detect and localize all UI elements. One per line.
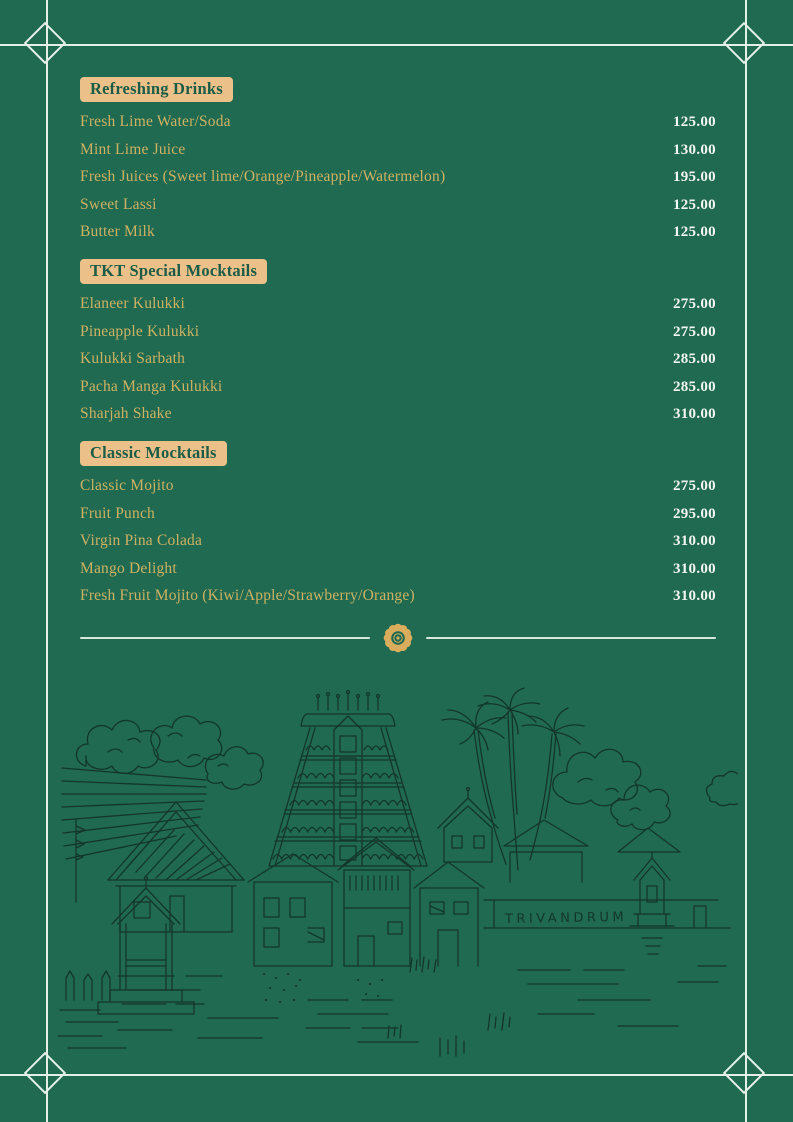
menu-item-row [80,401,716,428]
section-title-badge: Classic Mocktails [80,441,227,466]
reeds [410,957,436,972]
item-name: Virgin Pina Colada [80,532,203,550]
menu-item-row [80,473,716,500]
item-name: Fruit Punch [80,504,155,522]
item-name: Pacha Manga Kulukki [80,377,223,395]
tree-left [151,716,222,766]
item-price: 130.00 [672,141,716,158]
water-lines [518,966,726,1026]
water-lines [306,1000,418,1042]
item-name: Classic Mojito [80,477,174,495]
menu-item-row [80,318,716,345]
menu-item-row [80,219,716,246]
item-name: Pineapple Kulukki [80,322,200,340]
tree-right [611,785,670,830]
menu-section-tkt-special-mocktails [80,259,716,428]
item-name: Mango Delight [80,559,177,577]
item-name: Elaneer Kulukki [80,295,186,313]
palm-tree [442,702,506,750]
section-title-badge: TKT Special Mocktails [80,259,267,284]
menu-item-row [80,346,716,373]
palm-tree [522,708,584,756]
reeds [388,1025,401,1038]
item-price: 285.00 [672,351,716,368]
item-price: 275.00 [672,323,716,340]
frame-line-bottom [0,1074,793,1076]
menu-item-row [80,500,716,527]
item-price: 125.00 [672,224,716,241]
frame-line-right [745,0,747,1122]
flag-pole [76,820,85,902]
building [338,838,414,908]
menu-content [80,77,716,653]
item-price: 125.00 [672,114,716,131]
reeds [440,1036,464,1056]
item-name: Sharjah Shake [80,405,172,423]
menu-item-row [80,136,716,163]
menu-section-refreshing-drinks [80,77,716,246]
reeds [488,1013,510,1030]
dots [264,974,382,1002]
section-divider [80,623,716,653]
menu-item-row [80,191,716,218]
menu-item-row [80,164,716,191]
item-price: 275.00 [672,296,716,313]
item-price: 310.00 [672,406,716,423]
item-name: Sweet Lassi [80,195,157,213]
tree-right [553,749,641,805]
building [248,854,338,966]
menu-item-row [80,109,716,136]
corner-diamond-icon [723,22,765,64]
shrine [634,852,670,880]
frame-line-top [0,44,793,46]
item-name: Fresh Fruit Mojito (Kiwi/Apple/Strawberry/Orange) [80,587,415,605]
item-name: Fresh Juices (Sweet lime/Orange/Pineapple/Watermelon) [80,168,446,186]
rosette-flower-icon [383,623,413,653]
tree-left [205,747,263,789]
section-title-badge: Refreshing Drinks [80,77,233,102]
divider-line [80,637,370,639]
item-name: Mint Lime Juice [80,140,186,158]
item-price: 295.00 [672,505,716,522]
menu-item-row [80,555,716,582]
trivandrum-caption: TRIVANDRUM [504,909,628,927]
item-name: Fresh Lime Water/Soda [80,113,231,131]
tree-left [76,720,160,773]
item-price: 310.00 [672,588,716,605]
item-price: 285.00 [672,378,716,395]
corner-diamond-icon [24,22,66,64]
frame-line-left [46,0,48,1122]
item-name: Butter Milk [80,223,155,241]
item-price: 125.00 [672,196,716,213]
menu-section-classic-mocktails [80,441,716,610]
trivandrum-illustration [58,670,738,1060]
menu-item-row [80,528,716,555]
item-price: 195.00 [672,169,716,186]
item-price: 275.00 [672,478,716,495]
menu-item-row [80,583,716,610]
gopuram-column [334,716,362,866]
building [414,862,484,966]
item-price: 310.00 [672,533,716,550]
ray-lines [62,768,206,859]
menu-item-row [80,373,716,400]
gopuram-finials [318,694,378,710]
water-lines [58,1010,126,1048]
fence [66,971,110,1000]
gable-house [108,802,244,880]
item-name: Kulukki Sarbath [80,350,186,368]
bush-far-right [706,771,738,805]
roof [618,828,680,852]
item-price: 310.00 [672,560,716,577]
menu-item-row [80,291,716,318]
divider-line [426,637,716,639]
water-lines [118,976,278,1038]
